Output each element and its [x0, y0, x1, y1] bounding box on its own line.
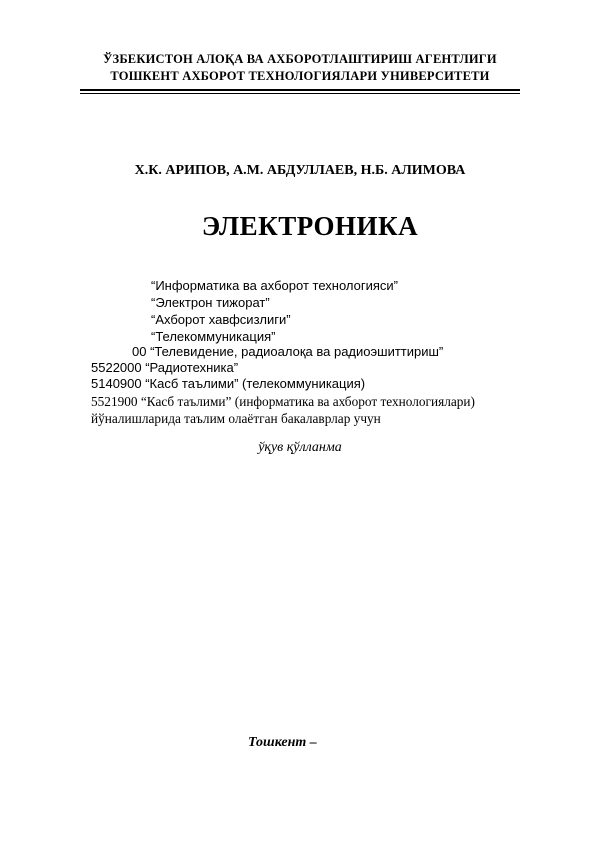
organization-line-2: ТОШКЕНТ АХБОРОТ ТЕХНОЛОГИЯЛАРИ УНИВЕРСИТЕТИ: [110, 69, 490, 83]
specialty-audience-line: йўналишларида таълим олаётган бакалаврлар учун: [91, 411, 381, 426]
specialty-item: “Информатика ва ахборот технологияси”: [151, 278, 398, 293]
document-type: ўқув қўлланма: [258, 440, 342, 455]
authors-line: Х.К. АРИПОВ, А.М. АБДУЛЛАЕВ, Н.Б. АЛИМОВА: [134, 163, 466, 178]
organization-line-1: ЎЗБЕКИСТОН АЛОҚА ВА АХБОРОТЛАШТИРИШ АГЕНТЛИГИ: [103, 52, 497, 66]
specialty-item: 00 “Телевидение, радиоалоқа ва радиоэшиттириш”: [132, 344, 444, 359]
book-title: ЭЛЕКТРОНИКА: [201, 211, 419, 241]
specialty-item: “Электрон тижорат”: [151, 295, 270, 310]
specialty-item: 5522000 “Радиотехника”: [91, 360, 239, 375]
header-divider-thick: [80, 89, 520, 91]
specialty-item: 5140900 “Касб таълими” (телекоммуникация): [91, 376, 366, 391]
header-divider-thin: [80, 93, 520, 94]
publication-city: Тошкент –: [248, 735, 317, 750]
specialty-item: 5521900 “Касб таълими” (информатика ва ахборот технологиялари): [91, 394, 475, 409]
specialty-item: “Телекоммуникация”: [151, 329, 276, 344]
specialty-item: “Ахборот хавфсизлиги”: [151, 312, 291, 327]
